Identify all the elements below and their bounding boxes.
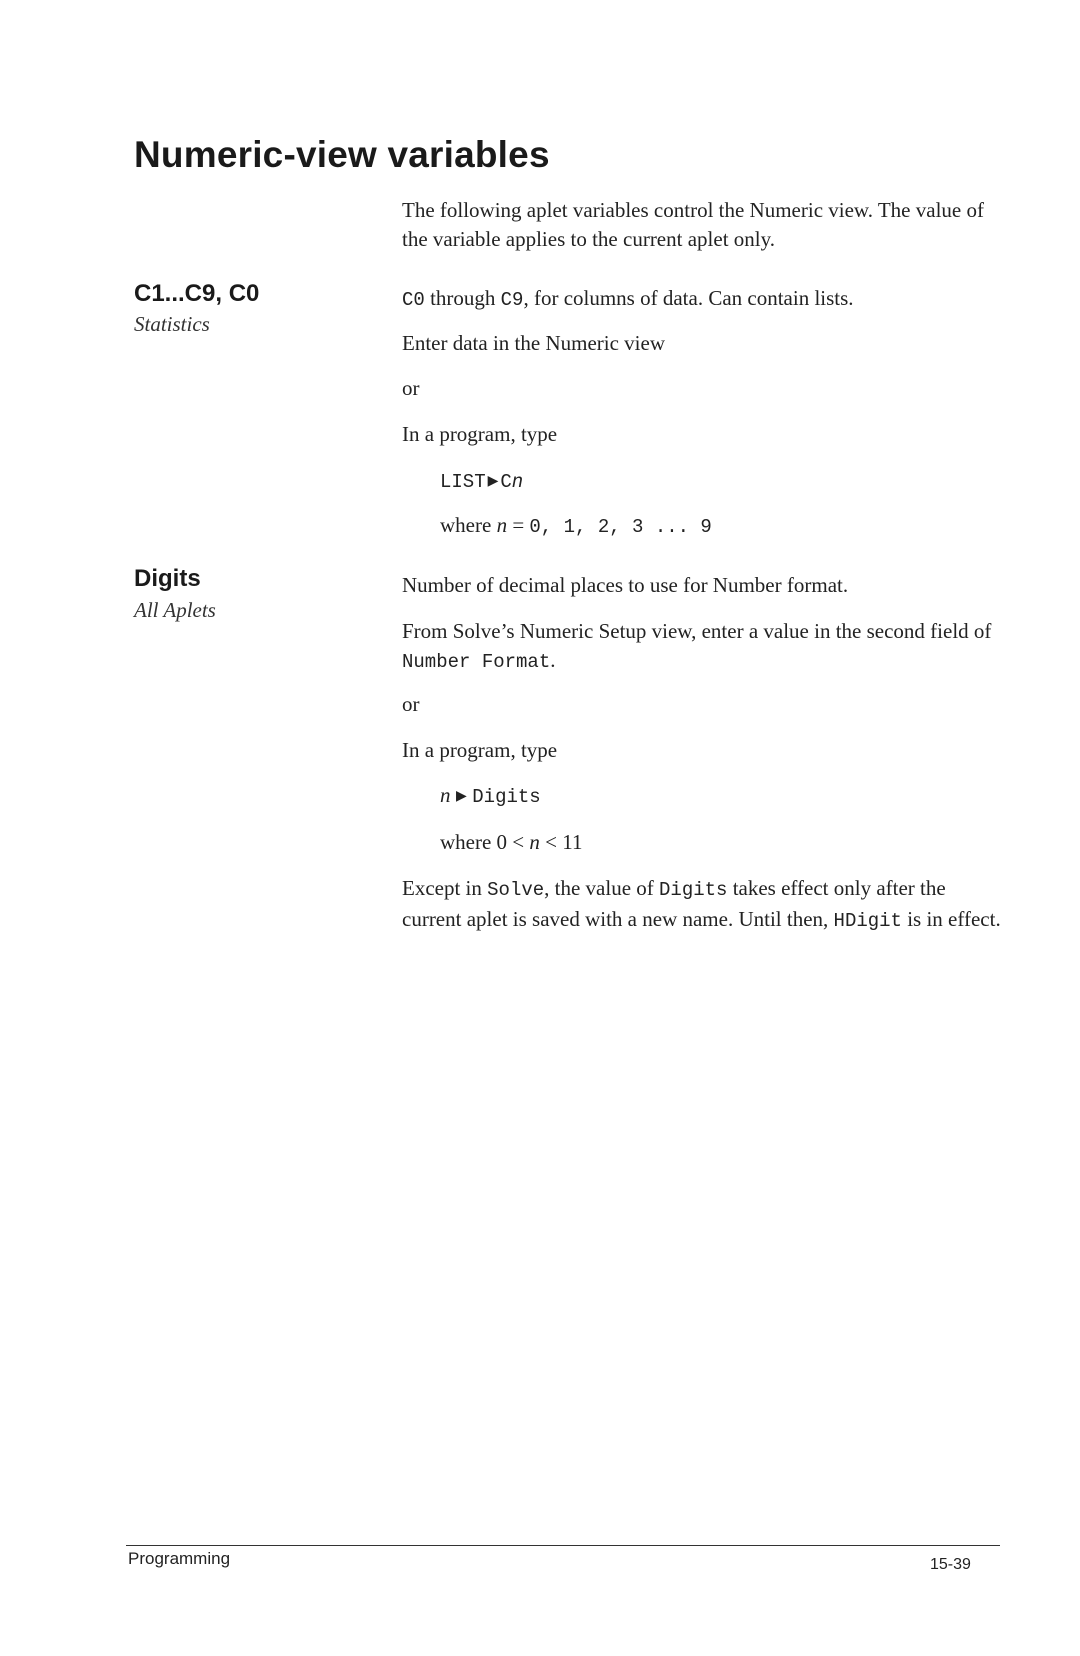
var-n: n <box>440 783 451 807</box>
code-hdigit: HDigit <box>833 910 902 932</box>
digits-or: or <box>402 692 420 716</box>
footer-chapter: Programming <box>128 1549 231 1568</box>
c-section-heading: C1...C9, C0 <box>134 280 260 307</box>
c-code-line <box>440 466 960 497</box>
digits-except-paragraph <box>402 874 1002 936</box>
code-c0: C0 <box>402 289 425 311</box>
text: where <box>440 513 497 537</box>
text: is in effect. <box>901 907 1001 931</box>
text: , the value of <box>544 876 660 900</box>
digits-where-line <box>440 828 960 857</box>
code-n: n <box>511 471 524 493</box>
store-arrow-icon: ▶ <box>452 789 471 804</box>
code-c: C <box>500 471 512 493</box>
code-digits: Digits <box>659 879 728 901</box>
c-section-category: Statistics <box>134 312 210 336</box>
var-n: n <box>529 830 540 854</box>
text: From Solve’s Numeric Setup view, enter a value in the second field of <box>402 619 992 643</box>
text: through <box>424 286 501 310</box>
text: < 11 <box>539 830 583 854</box>
code-c9: C9 <box>500 289 524 311</box>
digits-category: All Aplets <box>134 598 216 622</box>
c-enter-data: Enter data in the Numeric view <box>402 331 665 355</box>
code-digits: Digits <box>472 786 541 808</box>
footer-page-number: 15-39 <box>930 1556 971 1573</box>
var-n: n <box>496 513 508 537</box>
digits-heading: Digits <box>134 565 201 592</box>
digits-setup <box>402 617 1002 677</box>
c-program-text: In a program, type <box>402 422 558 446</box>
where-values: 0, 1, 2, 3 ... 9 <box>529 516 712 538</box>
digits-description: Number of decimal places to use for Number format. <box>402 573 849 597</box>
code-list: LIST <box>440 471 486 493</box>
code-solve: Solve <box>487 879 545 901</box>
text: = <box>507 513 530 537</box>
c-where-line <box>440 511 960 542</box>
digits-code-line <box>440 781 960 812</box>
code-number-format: Number Format <box>402 651 551 673</box>
intro-paragraph: The following aplet variables control the Numeric view. The value of the variable applies to the current aplet only. <box>402 198 984 251</box>
page-title: Numeric-view variables <box>134 134 550 175</box>
c-or: or <box>402 376 420 400</box>
text: . <box>550 648 556 672</box>
footer-rule <box>126 1545 1000 1546</box>
c-description <box>402 284 1002 315</box>
text: takes effect only after the current aplet is saved with a new name. Until then, <box>402 876 946 931</box>
text: , for columns of data. Can contain lists. <box>523 286 854 310</box>
text: Except in <box>402 876 488 900</box>
text: where 0 < <box>440 830 530 854</box>
store-arrow-icon: ▶ <box>487 474 499 489</box>
digits-program-text: In a program, type <box>402 738 558 762</box>
